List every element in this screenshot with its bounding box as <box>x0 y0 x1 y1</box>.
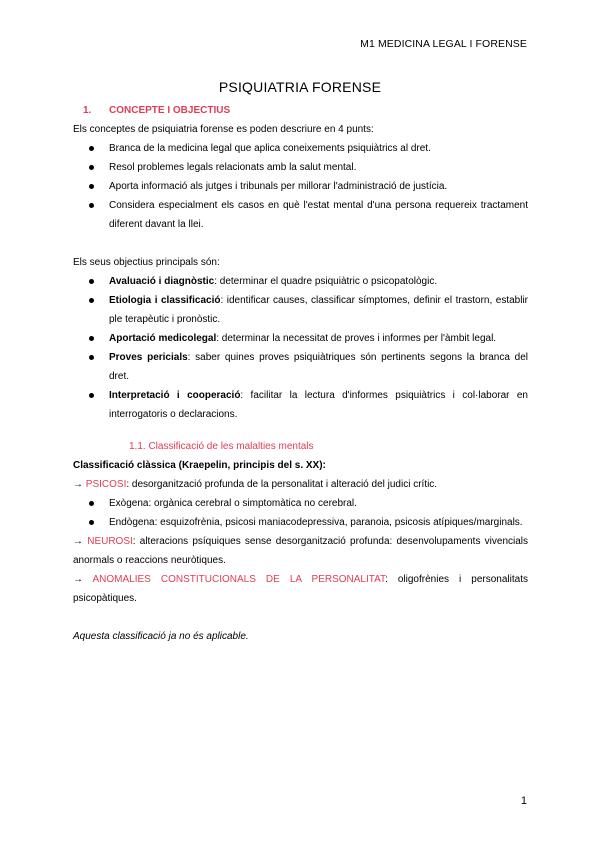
anomalies-line <box>73 570 528 608</box>
psicosi-type: Endògena <box>109 517 155 528</box>
objective-term: Etiologia i classificació <box>109 295 221 306</box>
list-item <box>73 494 528 513</box>
psicosi-type-text: : esquizofrènia, psicosi maniacodepressiva, paranoia, psicosis atípiques/marginals. <box>154 517 523 528</box>
objective-text: : identificar causes, classificar símptomes, definir el trastorn, establir ple terapèutic i pronòstic. <box>109 295 528 325</box>
list-item <box>73 348 528 386</box>
arrow-icon: → <box>73 574 83 585</box>
objective-term: Aportació medicolegal <box>109 333 217 344</box>
objective-term: Avaluació i diagnòstic <box>109 276 215 287</box>
list-item: Resol problemes legals relacionats amb la salut mental. <box>73 158 528 177</box>
classification-note: Aquesta classificació ja no és aplicable. <box>73 631 249 642</box>
document-body <box>73 101 528 646</box>
section-1-title: CONCEPTE I OBJECTIUS <box>109 105 231 116</box>
objectives-list <box>73 272 528 424</box>
classic-classification-heading: Classificació clàssica (Kraepelin, principis del s. XX): <box>73 460 326 471</box>
section-1-number: 1. <box>83 105 92 116</box>
psicosi-line <box>73 475 528 494</box>
objective-text: : facilitar la lectura d'informes psiquiàtrics i col·laborar en interrogatoris o declaracions. <box>109 390 528 420</box>
list-item: Aporta informació als jutges i tribunals per millorar l'administració de justícia. <box>73 177 528 196</box>
concepts-list <box>73 139 528 234</box>
concepts-intro: Els conceptes de psiquiatria forense es poden descriure en 4 punts: <box>73 124 374 135</box>
list-item <box>73 386 528 424</box>
objectives-intro: Els seus objectius principals són: <box>73 257 220 268</box>
page-number: 1 <box>520 795 527 807</box>
arrow-icon: → <box>73 479 83 490</box>
neurosi-term: NEUROSI <box>87 536 133 547</box>
section-1-1-heading: 1.1. Classificació de les malalties mentals <box>129 441 314 452</box>
list-item <box>73 272 528 291</box>
running-header: M1 MEDICINA LEGAL I FORENSE <box>360 38 527 50</box>
neurosi-text: : alteracions psíquiques sense desorganització profunda: desenvolupaments vivencials anormals o reaccions neuròtiques. <box>73 536 529 566</box>
page-title: PSIQUIATRIA FORENSE <box>218 79 382 95</box>
objective-text: : saber quines proves psiquiàtriques són pertinents segons la branca del dret. <box>109 352 528 382</box>
list-item <box>73 291 528 329</box>
list-item: Considera especialment els casos en què l'estat mental d'una persona requereix tractament diferent davant la llei. <box>73 196 528 234</box>
list-item <box>73 329 528 348</box>
objective-text: : determinar la necessitat de proves i informes per l'àmbit legal. <box>216 333 497 344</box>
objective-term: Interpretació i cooperació <box>109 390 241 401</box>
objective-text: : determinar el quadre psiquiàtric o psicopatològic. <box>214 276 438 287</box>
anomalies-term: ANOMALIES CONSTITUCIONALS DE LA PERSONALITAT <box>92 574 386 585</box>
psicosi-term: PSICOSI <box>85 479 127 490</box>
neurosi-line <box>73 532 528 570</box>
psicosi-list <box>73 494 528 532</box>
anomalies-text: : oligofrènies i personalitats psicopàtiques. <box>73 574 528 604</box>
objective-term: Proves pericials <box>109 352 188 363</box>
list-item <box>73 513 528 532</box>
arrow-icon: → <box>73 536 83 547</box>
section-1-heading <box>83 101 528 120</box>
psicosi-type-text: : orgànica cerebral o simptomàtica no cerebral. <box>148 498 357 509</box>
list-item: Branca de la medicina legal que aplica coneixements psiquiàtrics al dret. <box>73 139 528 158</box>
psicosi-type: Exògena <box>109 498 149 509</box>
psicosi-text: : desorganització profunda de la personalitat i alteració del judici crític. <box>126 479 438 490</box>
